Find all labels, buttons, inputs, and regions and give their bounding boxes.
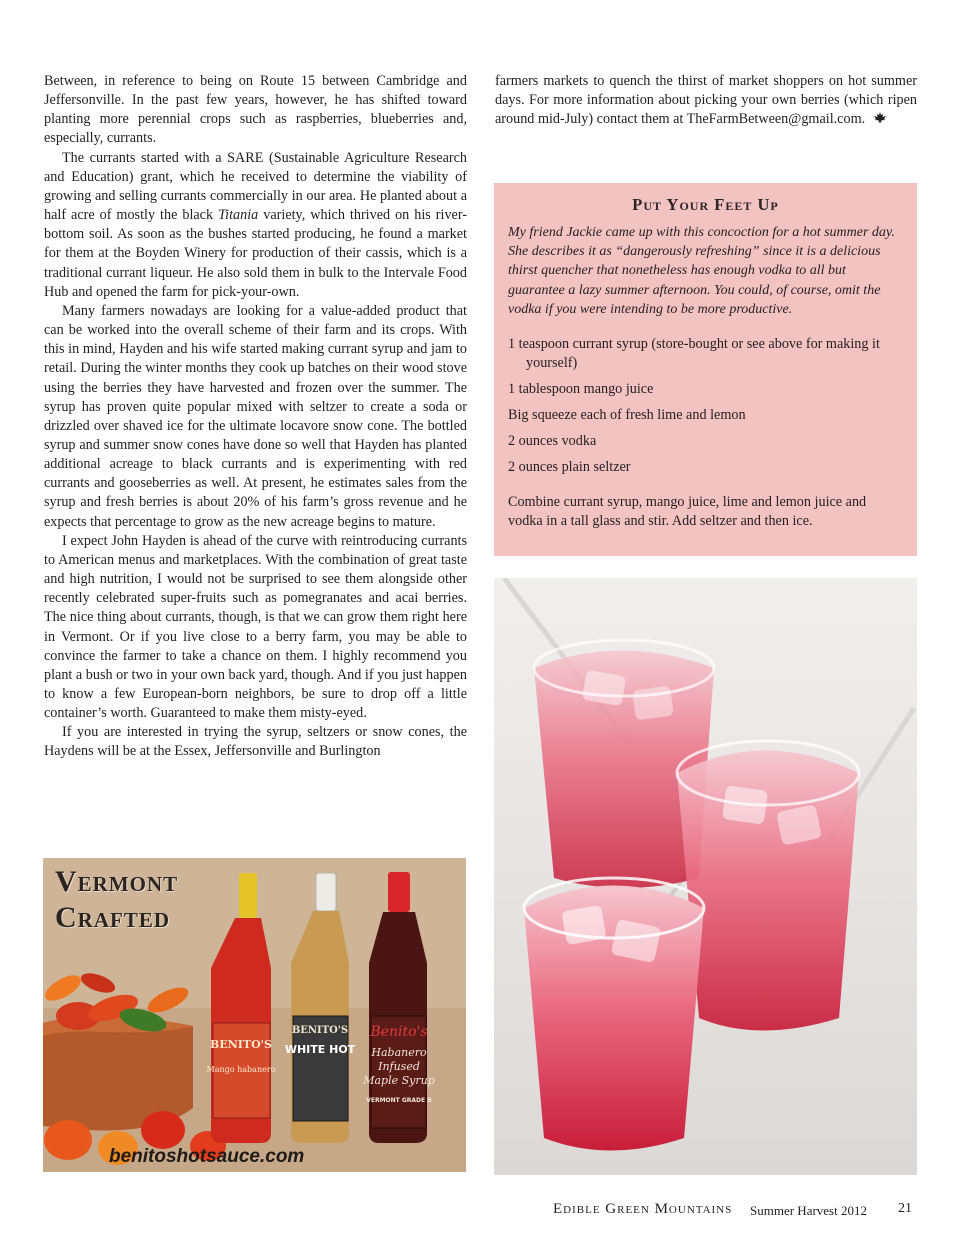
drinks-illustration: [494, 578, 917, 1175]
variety-name: Titania: [218, 207, 259, 224]
ingredient-list: [508, 335, 903, 477]
ingredient-item: 2 ounces vodka: [508, 433, 597, 450]
bottle3-brand: Benito's: [370, 1024, 428, 1040]
ad-title-line2: Crafted: [55, 901, 171, 934]
ad-title: [55, 864, 178, 936]
bottle3-line1: Habanero: [371, 1046, 427, 1059]
footer-issue: Summer Harvest 2012: [750, 1203, 867, 1218]
recipe-method: Combine currant syrup, mango juice, lime and lemon juice and vodka in a tall glass and stir. Add seltzer and then ice.: [508, 494, 867, 530]
article-paragraph: Many farmers nowadays are looking for a value-added product that can be worked into the overall scheme of their farm and its crops. With this in mind, Hayden and his wife started making currant syrup and jam to retail. During the winter months they cook up batches on their wood stove using the berries they have harvested and frozen over the summer. The syrup has proven quite popular mixed with seltzer to create a soda or drizzled over shaved ice for the ultimate locavore snow cone. The bottled syrup and summer snow cones have done so well that Hayden has planted additional acreage to black currants and is experimenting with red currants and gooseberries as well. At present, he estimates sales from the syrup and fresh berries is about 20% of his farm’s gross revenue and he expects that percentage to grow as the new acreage begins to mature.: [44, 302, 467, 530]
bottle1-brand: BENITO'S: [210, 1038, 272, 1051]
ad-url: benitoshotsauce.com: [109, 1146, 305, 1167]
bottle2-brand: BENITO'S: [291, 1025, 349, 1036]
bottle1-label: Mango habanero: [206, 1065, 276, 1074]
article-paragraph: The currants started with a SARE (Sustainable Agriculture Research and Education) grant, which he received to determine the viability of growing and selling currants commercially in our area. He planted about a half acre of mostly the black Titania variety, which thrived on his river-bottom soil. As soon as the bushes started producing, he found a market for them at the Boyden Winery for production of their cassis, which is a traditional currant liqueur. He also sold them in bulk to the Intervale Food Hub and opened the farm for pick-your-own.: [44, 149, 467, 300]
ingredient-item: 2 ounces plain seltzer: [508, 459, 631, 476]
bottle2-label: WHITE HOT: [284, 1043, 356, 1056]
recipe-title: Put Your Feet Up: [632, 195, 779, 214]
bottle3-grade: VERMONT GRADE B: [366, 1097, 432, 1104]
recipe-box: [494, 183, 917, 556]
article-continuation: [495, 72, 917, 129]
recipe-intro: My friend Jackie came up with this concoction for a hot summer day. She describes it as “dangerously refreshing” since it is a delicious thirst quencher that nonetheless has enough vodka to all but guarantee a lazy summer afternoon. You could, of course, omit the vodka if you were intending to be more productive.: [508, 225, 895, 317]
ingredient-item: 1 teaspoon currant syrup (store-bought or see above for making it yourself): [508, 336, 880, 372]
drinks-photo: [494, 578, 917, 1175]
ingredient-item: 1 tablespoon mango juice: [508, 381, 654, 398]
ad-title-line1: Vermont: [55, 865, 179, 898]
hot-sauce-advertisement: [43, 858, 466, 1172]
ingredient-item: Big squeeze each of fresh lime and lemon: [508, 407, 746, 424]
article-paragraph: I expect John Hayden is ahead of the curve with reintroducing currants to American menus and marketplaces. With the combination of great taste and high nutrition, I would not be surprised to see them alongside other recently celebrated super-fruits such as pomegranates and acai berries. The nice thing about currants, though, is that we can grow them right here in Vermont. Or if you live close to a berry farm, you may be able to convince the farmer to take a chance on them. I highly recommend you plant a bush or two in your own back yard, though. And if you just happen to know a few European-born neighbors, be sure to drop off a little container’s worth. Guaranteed to make them misty-eyed.: [44, 532, 467, 722]
bottle3-line3: Maple Syrup: [363, 1074, 435, 1087]
article-paragraph: If you are interested in trying the syrup, seltzers or snow cones, the Haydens will be at the Essex, Jeffersonville and Burlington: [44, 724, 467, 760]
continuation-text: farmers markets to quench the thirst of market shoppers on hot summer days. For more information about picking your own berries (which ripen around mid-July) contact them at TheFarmBetween@gmail.com.: [495, 73, 917, 128]
article-right-column: [495, 72, 917, 129]
footer-magazine-name: Edible Green Mountains: [553, 1201, 733, 1217]
maple-leaf-icon: [873, 112, 887, 124]
article-left-column: [44, 72, 467, 762]
page-number: 21: [898, 1201, 912, 1216]
bottle3-line2: Infused: [378, 1060, 420, 1073]
article-paragraph: Between, in reference to being on Route 15 between Cambridge and Jeffersonville. In the past few years, however, he has shifted toward planting more perennial crops such as raspberries, blueberries and, especially, currants.: [44, 73, 467, 147]
